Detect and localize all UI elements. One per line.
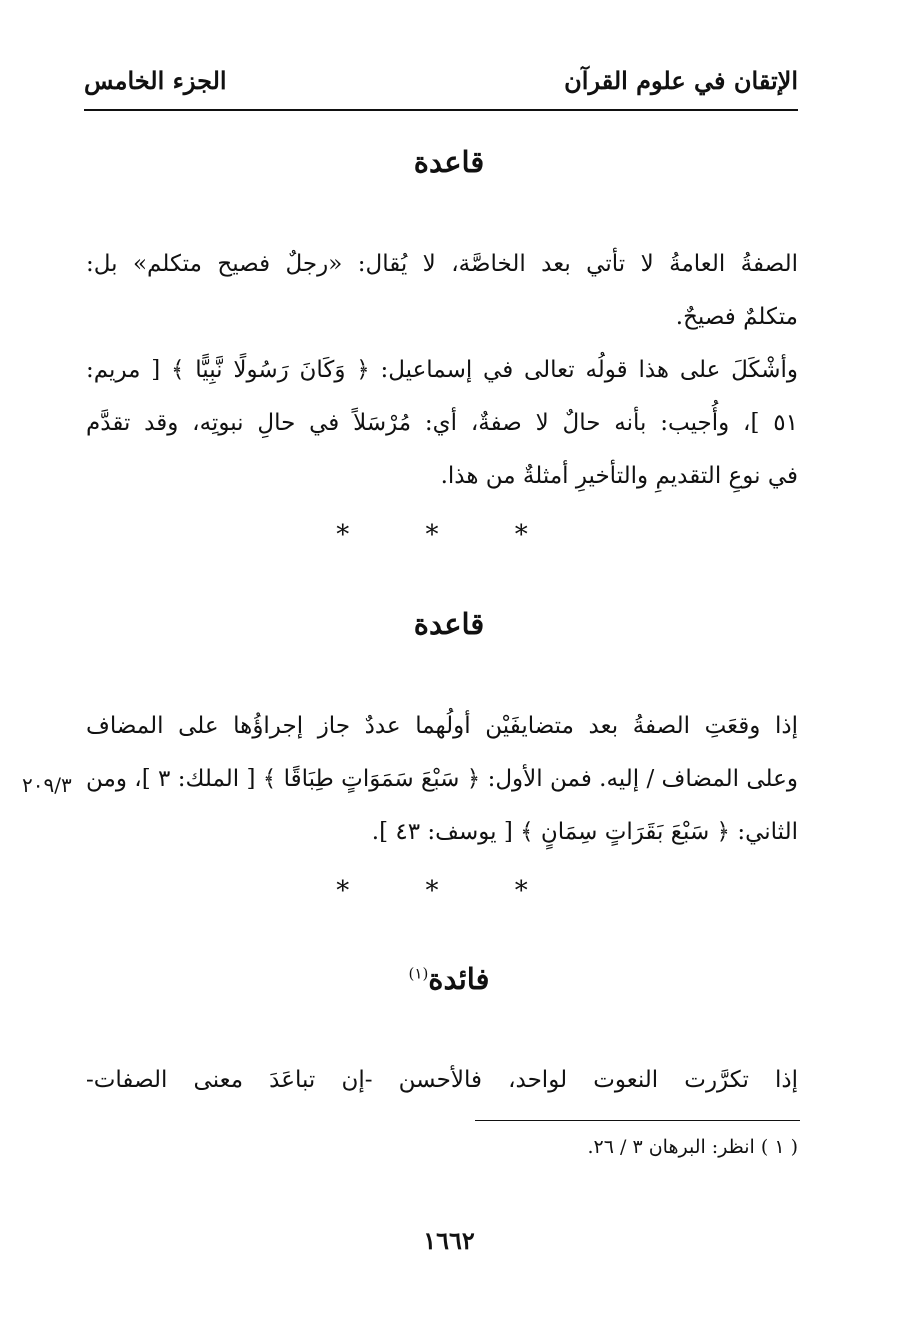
section-3-body: [86, 1054, 798, 1107]
page-number: ١٦٦٢: [423, 1226, 475, 1255]
text-line: متكلمٌ فصيحٌ.: [675, 304, 798, 330]
margin-reference: ٢٠٩/٣: [22, 773, 72, 797]
section-1-body: [86, 238, 798, 503]
text-line: وأشْكَلَ على هذا قولُه تعالى في إسماعيل: ﴿ وَكَانَ رَسُولًا نَّبِيًّا ﴾ [ مريم:: [86, 357, 798, 383]
header-divider: [84, 109, 798, 111]
heading-text: فائدة: [428, 962, 490, 996]
part-label: الجزء الخامس: [84, 66, 227, 95]
footnote-divider: [475, 1120, 800, 1121]
book-title: الإتقان في علوم القرآن: [564, 66, 798, 95]
section-2-body: [86, 700, 798, 859]
section-heading-1: قاعدة: [413, 145, 485, 179]
footnote: ( ١ ) انظر: البرهان ٣ / ٢٦.: [587, 1136, 798, 1158]
section-separator: * * *: [336, 876, 562, 906]
text-line: الثاني: ﴿ سَبْعَ بَقَرَاتٍ سِمَانٍ ﴾ [ يوسف: ٤٣ ].: [371, 819, 798, 845]
text-line: ٥١ ]، وأُجيب: بأنه حالٌ لا صفةٌ، أي: مُرْسَلاً في حالِ نبوتِه، وقد تقدَّم: [86, 410, 798, 436]
text-line: الصفةُ العامةُ لا تأتي بعد الخاصَّة، لا يُقال: «رجلٌ فصيح متكلم» بل:: [86, 251, 798, 277]
running-header: [84, 66, 798, 102]
section-separator: * * *: [336, 520, 562, 550]
text-line: في نوعِ التقديمِ والتأخيرِ أمثلةٌ من هذا.: [440, 463, 798, 489]
text-line: إذا تكرَّرت النعوت لواحد، فالأحسن -إن تباعَدَ معنى الصفات-: [86, 1067, 798, 1093]
section-heading-2: قاعدة: [413, 607, 485, 641]
text-line: إذا وقعَتِ الصفةُ بعد متضايفَيْن أولُهما عددٌ جاز إجراؤُها على المضاف: [86, 713, 798, 739]
footnote-marker: (١): [408, 964, 429, 983]
section-heading-3: [0, 962, 898, 996]
text-line: وعلى المضاف / إليه. فمن الأول: ﴿ سَبْعَ سَمَوَاتٍ طِبَاقًا ﴾ [ الملك: ٣ ]، ومن: [86, 766, 798, 792]
